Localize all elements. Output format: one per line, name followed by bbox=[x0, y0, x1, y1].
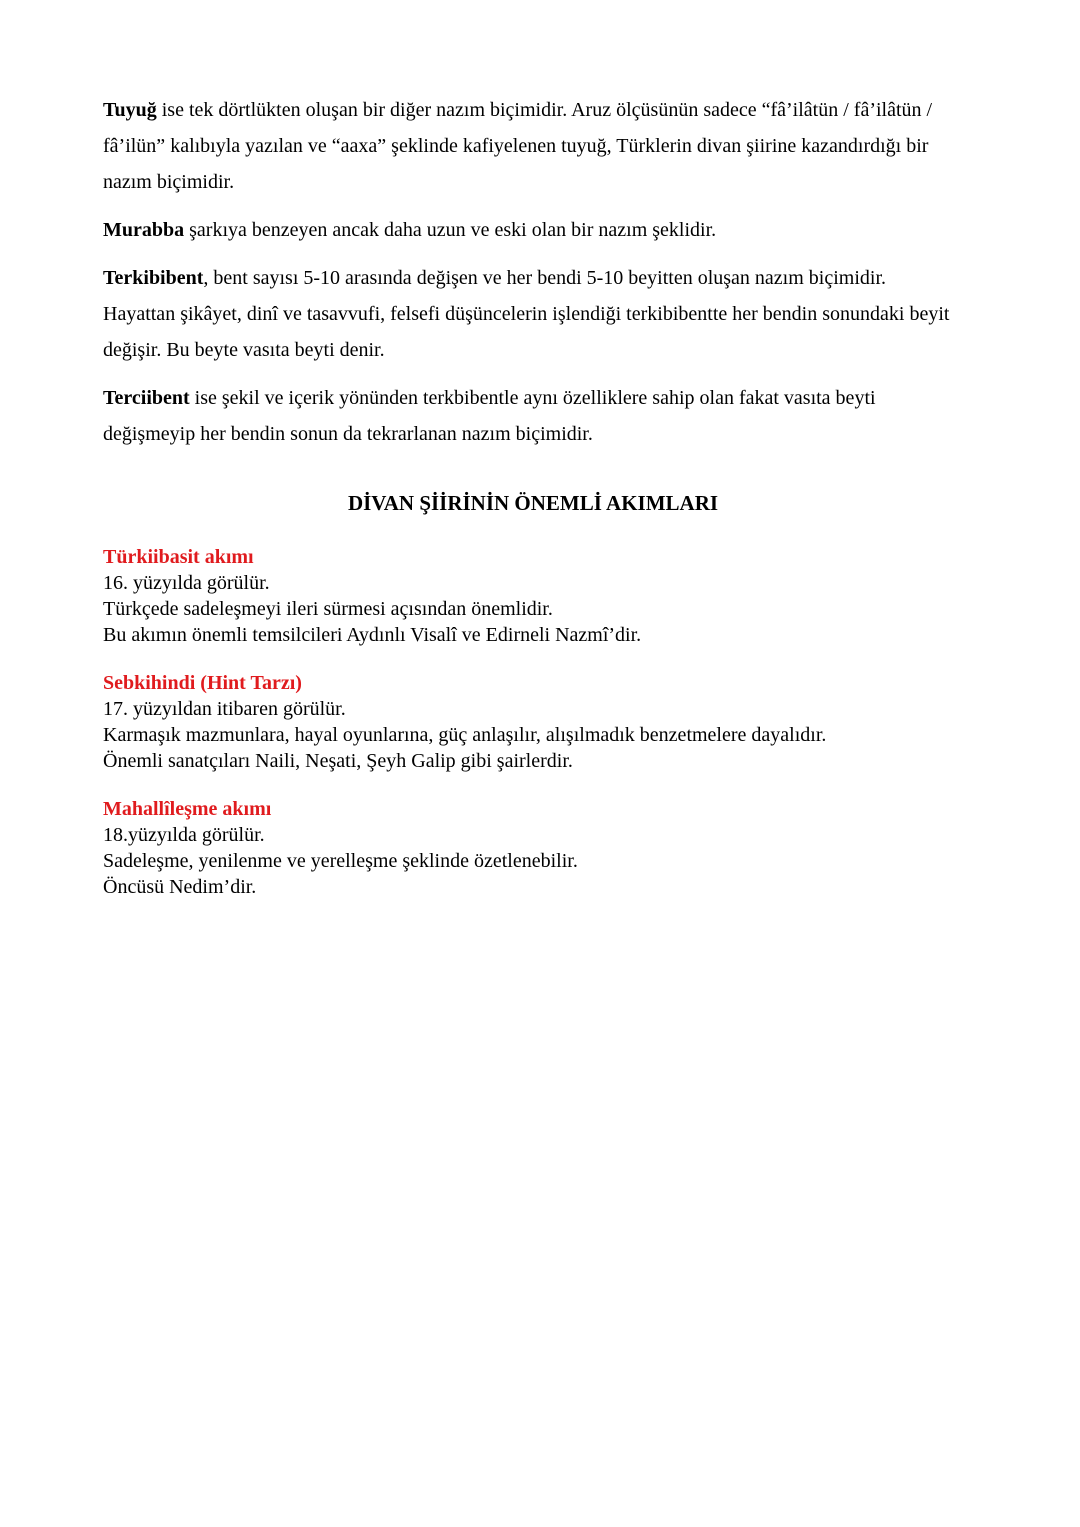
paragraph-text: ise şekil ve içerik yönünden terkbibentle aynı özelliklere sahip olan fakat vasıta beyti değişmeyip her bendin sonun da tekrarlanan nazım biçimidir. bbox=[103, 387, 876, 445]
paragraph-text: , bent sayısı 5-10 arasında değişen ve her bendi 5-10 beyitten oluşan nazım biçimidir. Hayattan şikâyet, dinî ve tasavvufi, felsefi düşüncelerin işlendiği terkibibentte her bendin sonundaki beyit değişir. Bu beyte vasıta beyti denir. bbox=[103, 267, 950, 361]
paragraph-terkibibent bbox=[103, 260, 963, 368]
movement-line: Öncüsü Nedim’dir. bbox=[103, 876, 257, 898]
movement-line: 16. yüzyılda görülür. bbox=[103, 572, 270, 594]
movement-title: Mahallîleşme akımı bbox=[103, 798, 272, 820]
movement-line: Türkçede sadeleşmeyi ileri sürmesi açısından önemlidir. bbox=[103, 598, 553, 620]
movement-line: Karmaşık mazmunlara, hayal oyunlarına, güç anlaşılır, alışılmadık benzetmelere dayalıdır. bbox=[103, 724, 827, 746]
movement-line: Sadeleşme, yenilenme ve yerelleşme şeklinde özetlenebilir. bbox=[103, 850, 578, 872]
movement-line: 18.yüzyılda görülür. bbox=[103, 824, 265, 846]
document-content bbox=[103, 92, 963, 900]
movement-section-turkiibasit bbox=[103, 544, 963, 648]
paragraph-lead-term: Terciibent bbox=[103, 387, 190, 409]
movement-line: Önemli sanatçıları Naili, Neşati, Şeyh Galip gibi şairlerdir. bbox=[103, 750, 573, 772]
paragraph-lead-term: Terkibibent bbox=[103, 267, 204, 289]
movement-title: Sebkihindi (Hint Tarzı) bbox=[103, 672, 302, 694]
movement-line: 17. yüzyıldan itibaren görülür. bbox=[103, 698, 346, 720]
paragraph-lead-term: Murabba bbox=[103, 219, 185, 241]
movement-title: Türkiibasit akımı bbox=[103, 546, 254, 568]
movement-section-sebkihindi bbox=[103, 670, 963, 774]
paragraph-text: şarkıya benzeyen ancak daha uzun ve eski olan bir nazım şeklidir. bbox=[184, 219, 717, 241]
paragraph-tuyug bbox=[103, 92, 963, 200]
movement-section-mahallilesme bbox=[103, 796, 963, 900]
section-heading: DİVAN ŞİİRİNİN ÖNEMLİ AKIMLARI bbox=[347, 491, 719, 515]
paragraph-text: ise tek dörtlükten oluşan bir diğer nazım biçimidir. Aruz ölçüsünün sadece “fâ’ilâtün / fâ’ilâtün / fâ’ilün” kalıbıyla yazılan ve “aaxa” şeklinde kafiyelenen tuyuğ, Türklerin divan şiirine kazandırdığı bir nazım biçimidir. bbox=[103, 99, 933, 193]
paragraph-murabba bbox=[103, 212, 963, 248]
movement-line: Bu akımın önemli temsilcileri Aydınlı Visalî ve Edirneli Nazmî’dir. bbox=[103, 624, 642, 646]
paragraph-terciibent bbox=[103, 380, 963, 452]
paragraph-lead-term: Tuyuğ bbox=[103, 99, 157, 121]
